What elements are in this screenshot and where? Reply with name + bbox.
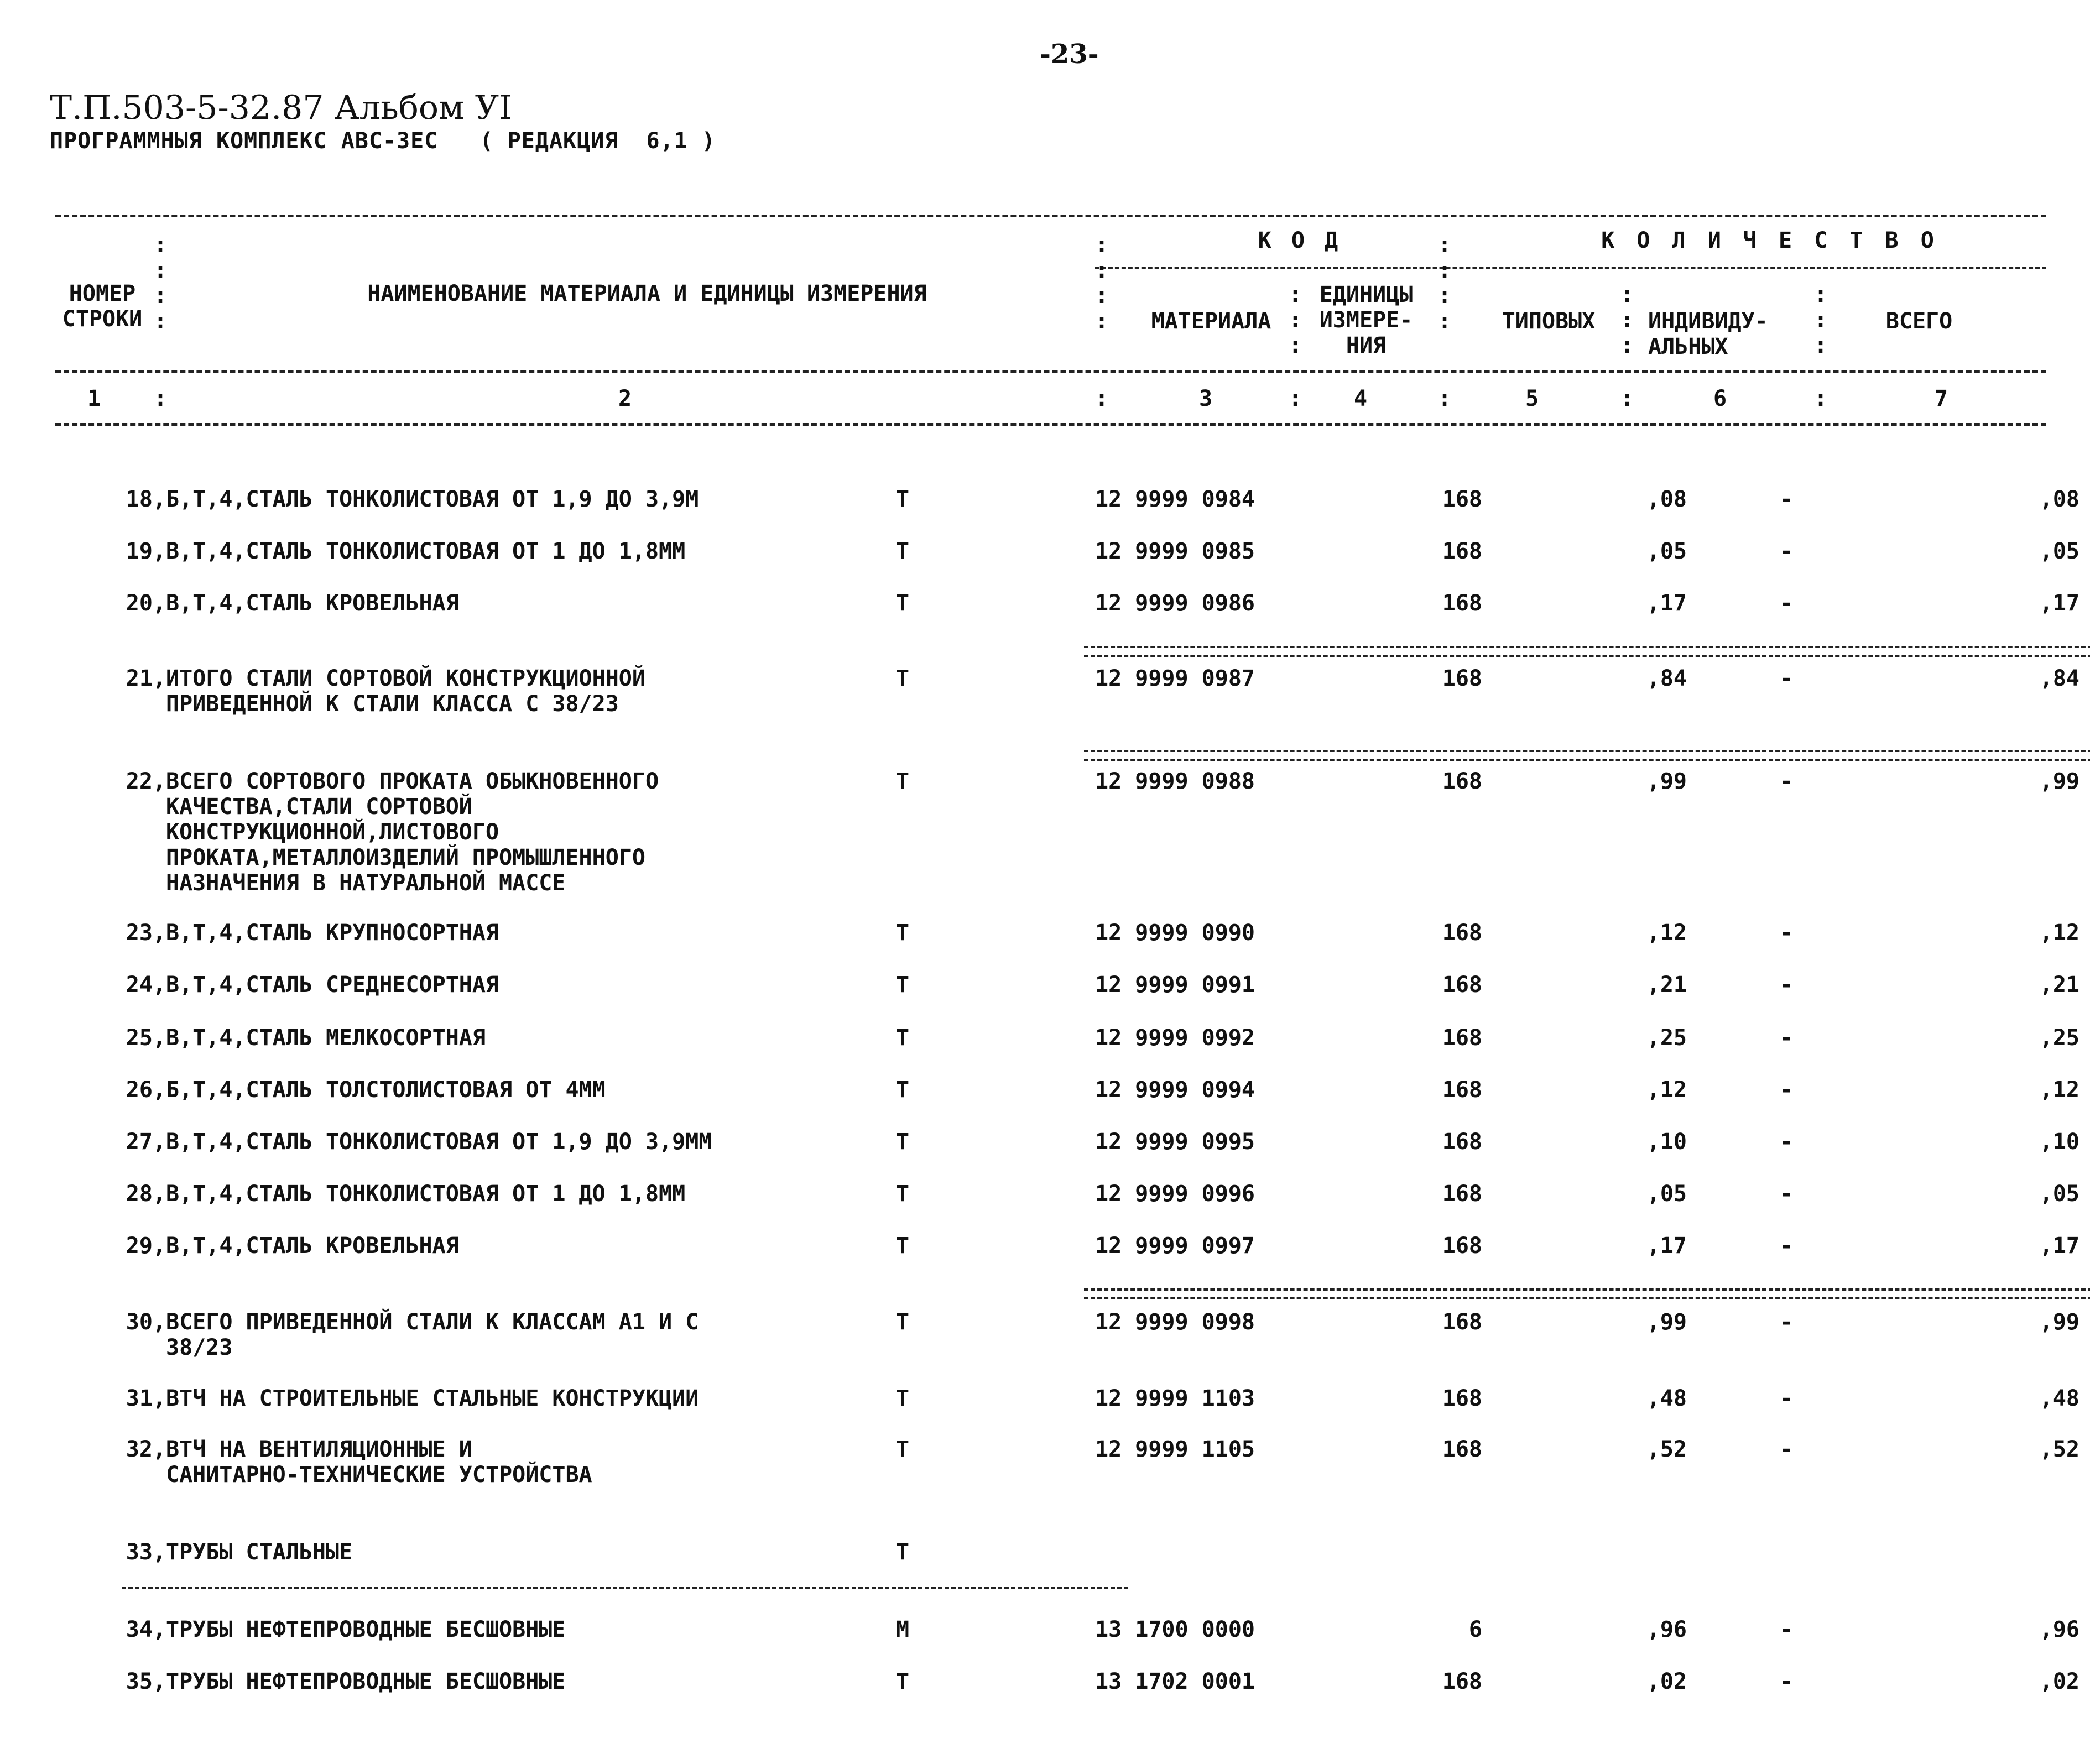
colnum-4: 4 <box>1353 386 1368 411</box>
individual-qty: - <box>1779 1669 1794 1694</box>
material-code: 12 9999 0996 <box>1095 1181 1255 1207</box>
unit: Т <box>896 539 910 564</box>
material-code: 12 9999 0986 <box>1095 591 1255 616</box>
row-number: 24, <box>126 972 166 998</box>
colnum-separators: : <box>1289 386 1302 411</box>
typical-qty: ,52 <box>1646 1437 1687 1462</box>
row-number: 21, <box>126 666 166 691</box>
typical-qty: ,99 <box>1646 1309 1687 1335</box>
unit-code: 168 <box>1442 1129 1482 1155</box>
row-number: 29, <box>126 1233 166 1259</box>
total-qty: ,17 <box>2039 1233 2079 1259</box>
row-number: 32, <box>126 1437 166 1462</box>
row-number: 34, <box>126 1617 166 1642</box>
total-qty: ,10 <box>2039 1129 2079 1155</box>
material-code: 12 9999 0990 <box>1095 920 1255 946</box>
individual-qty: - <box>1779 1077 1794 1103</box>
colnum-1: 1 <box>87 386 101 411</box>
unit: Т <box>896 1077 910 1103</box>
material-name: ТРУБЫ НЕФТЕПРОВОДНЫЕ БЕСШОВНЫЕ <box>166 1617 566 1642</box>
typical-qty: ,12 <box>1646 1077 1687 1103</box>
typical-qty: ,25 <box>1646 1025 1687 1051</box>
unit-code: 168 <box>1442 591 1482 616</box>
colnum-2: 2 <box>618 386 632 411</box>
individual-qty: - <box>1779 1233 1794 1259</box>
unit: Т <box>896 1437 910 1462</box>
row-number: 30, <box>126 1309 166 1335</box>
typical-qty: ,84 <box>1646 666 1687 691</box>
total-qty: ,12 <box>2039 920 2079 946</box>
colnum-7: 7 <box>1934 386 1948 411</box>
header-separators: : : : <box>1289 282 1302 358</box>
total-separator <box>1084 750 2090 761</box>
row-number: 18, <box>126 487 166 512</box>
total-separator <box>1084 646 2090 657</box>
row-number: 33, <box>126 1539 166 1565</box>
row-number: 27, <box>126 1129 166 1155</box>
unit-code: 168 <box>1442 1077 1482 1103</box>
individual-qty: - <box>1779 1181 1794 1207</box>
unit: Т <box>896 1309 910 1335</box>
row-number: 35, <box>126 1669 166 1694</box>
material-code: 12 9999 0995 <box>1095 1129 1255 1155</box>
individual-qty: - <box>1779 1129 1794 1155</box>
typical-qty: ,10 <box>1646 1129 1687 1155</box>
total-qty: ,21 <box>2039 972 2079 998</box>
document-title: Т.П.503-5-32.87 Альбом УI <box>50 88 512 127</box>
unit: Т <box>896 591 910 616</box>
total-qty: ,25 <box>2039 1025 2079 1051</box>
colnum-6: 6 <box>1713 386 1727 411</box>
colnum-bottom-rule <box>55 423 2046 426</box>
unit: Т <box>896 487 910 512</box>
unit-code: 168 <box>1442 769 1482 794</box>
unit: Т <box>896 972 910 998</box>
individual-qty: - <box>1779 920 1794 946</box>
unit: Т <box>896 1129 910 1155</box>
material-name: ТРУБЫ СТАЛЬНЫЕ <box>166 1539 353 1565</box>
header-unit: ЕДИНИЦЫ ИЗМЕРЕ- НИЯ <box>1319 282 1413 358</box>
typical-qty: ,99 <box>1646 769 1687 794</box>
row-number: 22, <box>126 769 166 794</box>
header-material: МАТЕРИАЛА <box>1151 309 1271 334</box>
material-name: В,Т,4,СТАЛЬ КРОВЕЛЬНАЯ <box>166 591 459 616</box>
material-name: В,Т,4,СТАЛЬ ТОНКОЛИСТОВАЯ ОТ 1 ДО 1,8ММ <box>166 539 686 564</box>
colnum-separators: : <box>154 386 168 411</box>
unit-code: 168 <box>1442 972 1482 998</box>
material-name: ВТЧ НА СТРОИТЕЛЬНЫЕ СТАЛЬНЫЕ КОНСТРУКЦИИ <box>166 1386 699 1411</box>
total-qty: ,05 <box>2039 539 2079 564</box>
unit-code: 168 <box>1442 539 1482 564</box>
typical-qty: ,48 <box>1646 1386 1687 1411</box>
header-top-rule <box>55 215 2046 217</box>
material-name: ВСЕГО СОРТОВОГО ПРОКАТА ОБЫКНОВЕННОГО КАЧЕСТВА,СТАЛИ СОРТОВОЙ КОНСТРУКЦИОННОЙ,ЛИСТОВОГО ПРОКАТА,МЕТАЛЛОИЗДЕЛИЙ ПРОМЫШЛЕННОГО НАЗНАЧЕНИЯ В НАТУРАЛЬНОЙ МАССЕ <box>166 769 659 896</box>
material-name: В,Т,4,СТАЛЬ СРЕДНЕСОРТНАЯ <box>166 972 499 998</box>
header-separators: : : : : <box>154 232 168 334</box>
unit: Т <box>896 920 910 946</box>
row-number: 28, <box>126 1181 166 1207</box>
row-number: 25, <box>126 1025 166 1051</box>
header-individual: ИНДИВИДУ- АЛЬНЫХ <box>1648 309 1768 359</box>
individual-qty: - <box>1779 1025 1794 1051</box>
header-total: ВСЕГО <box>1885 309 1953 334</box>
material-code: 12 9999 0992 <box>1095 1025 1255 1051</box>
material-code: 12 9999 1103 <box>1095 1386 1255 1411</box>
material-name: В,Т,4,СТАЛЬ ТОНКОЛИСТОВАЯ ОТ 1 ДО 1,8ММ <box>166 1181 686 1207</box>
individual-qty: - <box>1779 539 1794 564</box>
material-code: 12 9999 1105 <box>1095 1437 1255 1462</box>
unit-code: 168 <box>1442 1437 1482 1462</box>
material-code: 12 9999 0991 <box>1095 972 1255 998</box>
individual-qty: - <box>1779 769 1794 794</box>
row-number: 31, <box>126 1386 166 1411</box>
unit-code: 168 <box>1442 920 1482 946</box>
unit: М <box>896 1617 910 1642</box>
material-code: 13 1702 0001 <box>1095 1669 1255 1694</box>
material-name: В,Т,4,СТАЛЬ КРУПНОСОРТНАЯ <box>166 920 499 946</box>
unit: Т <box>896 1386 910 1411</box>
header-name: НАИМЕНОВАНИЕ МАТЕРИАЛА И ЕДИНИЦЫ ИЗМЕРЕНИЯ <box>367 281 927 306</box>
material-name: В,Т,4,СТАЛЬ МЕЛКОСОРТНАЯ <box>166 1025 486 1051</box>
unit-code: 6 <box>1468 1617 1482 1642</box>
individual-qty: - <box>1779 666 1794 691</box>
header-bottom-rule <box>55 370 2046 373</box>
individual-qty: - <box>1779 591 1794 616</box>
material-code: 12 9999 0998 <box>1095 1309 1255 1335</box>
total-qty: ,52 <box>2039 1437 2079 1462</box>
colnum-separators: : <box>1438 386 1452 411</box>
code-sub-rule <box>1095 267 2046 269</box>
header-separators: : : : : <box>1095 232 1109 334</box>
material-code: 12 9999 0988 <box>1095 769 1255 794</box>
total-qty: ,05 <box>2039 1181 2079 1207</box>
colnum-separators: : <box>1814 386 1828 411</box>
unit: Т <box>896 1669 910 1694</box>
material-name: ИТОГО СТАЛИ СОРТОВОЙ КОНСТРУКЦИОННОЙ ПРИВЕДЕННОЙ К СТАЛИ КЛАССА С 38/23 <box>166 666 645 717</box>
unit-code: 168 <box>1442 1386 1482 1411</box>
material-code: 12 9999 0985 <box>1095 539 1255 564</box>
total-qty: ,02 <box>2039 1669 2079 1694</box>
colnum-3: 3 <box>1198 386 1213 411</box>
typical-qty: ,02 <box>1646 1669 1687 1694</box>
row-number: 19, <box>126 539 166 564</box>
typical-qty: ,17 <box>1646 591 1687 616</box>
individual-qty: - <box>1779 972 1794 998</box>
header-separators: : : : <box>1814 282 1828 358</box>
unit-code: 168 <box>1442 487 1482 512</box>
unit: Т <box>896 1025 910 1051</box>
unit: Т <box>896 1539 910 1565</box>
individual-qty: - <box>1779 1386 1794 1411</box>
header-separators: : : : : <box>1438 232 1452 334</box>
header-quantity: К О Л И Ч Е С Т В О <box>1601 228 1938 253</box>
individual-qty: - <box>1779 1617 1794 1642</box>
program-line: ПРОГРАММНЫЯ КОМПЛЕКС АВС-ЗЕС ( РЕДАКЦИЯ 6,1 ) <box>50 128 716 154</box>
total-qty: ,96 <box>2039 1617 2079 1642</box>
colnum-separators: : <box>1620 386 1634 411</box>
total-qty: ,08 <box>2039 487 2079 512</box>
unit: Т <box>896 769 910 794</box>
unit-code: 168 <box>1442 1233 1482 1259</box>
material-name: В,Т,4,СТАЛЬ ТОНКОЛИСТОВАЯ ОТ 1,9 ДО 3,9ММ <box>166 1129 712 1155</box>
row-number: 20, <box>126 591 166 616</box>
unit-code: 168 <box>1442 1025 1482 1051</box>
colnum-separators: : <box>1095 386 1109 411</box>
row-number: 23, <box>126 920 166 946</box>
material-name: В,Т,4,СТАЛЬ КРОВЕЛЬНАЯ <box>166 1233 459 1259</box>
total-separator <box>1084 1288 2090 1299</box>
unit: Т <box>896 1233 910 1259</box>
material-code: 12 9999 0994 <box>1095 1077 1255 1103</box>
unit: Т <box>896 666 910 691</box>
total-qty: ,99 <box>2039 769 2079 794</box>
header-code: К О Д <box>1258 228 1342 253</box>
total-qty: ,99 <box>2039 1309 2079 1335</box>
unit-code: 168 <box>1442 1309 1482 1335</box>
row-number: 26, <box>126 1077 166 1103</box>
unit-code: 168 <box>1442 1669 1482 1694</box>
material-name: Б,Т,4,СТАЛЬ ТОЛСТОЛИСТОВАЯ ОТ 4ММ <box>166 1077 606 1103</box>
material-code: 12 9999 0997 <box>1095 1233 1255 1259</box>
header-typical: ТИПОВЫХ <box>1502 309 1596 334</box>
material-code: 12 9999 0987 <box>1095 666 1255 691</box>
typical-qty: ,17 <box>1646 1233 1687 1259</box>
group-underline <box>122 1587 1128 1589</box>
colnum-5: 5 <box>1525 386 1539 411</box>
material-code: 13 1700 0000 <box>1095 1617 1255 1642</box>
page-number: -23- <box>1040 39 1099 70</box>
unit: Т <box>896 1181 910 1207</box>
typical-qty: ,05 <box>1646 1181 1687 1207</box>
header-separators: : : : <box>1620 282 1634 358</box>
typical-qty: ,96 <box>1646 1617 1687 1642</box>
individual-qty: - <box>1779 487 1794 512</box>
total-qty: ,17 <box>2039 591 2079 616</box>
unit-code: 168 <box>1442 1181 1482 1207</box>
material-name: Б,Т,4,СТАЛЬ ТОНКОЛИСТОВАЯ ОТ 1,9 ДО 3,9М <box>166 487 699 512</box>
header-row-no: НОМЕР СТРОКИ <box>62 281 143 332</box>
typical-qty: ,21 <box>1646 972 1687 998</box>
total-qty: ,12 <box>2039 1077 2079 1103</box>
material-code: 12 9999 0984 <box>1095 487 1255 512</box>
material-name: ВСЕГО ПРИВЕДЕННОЙ СТАЛИ К КЛАССАМ А1 И С 38/23 <box>166 1309 699 1360</box>
unit-code: 168 <box>1442 666 1482 691</box>
individual-qty: - <box>1779 1437 1794 1462</box>
typical-qty: ,05 <box>1646 539 1687 564</box>
material-name: ТРУБЫ НЕФТЕПРОВОДНЫЕ БЕСШОВНЫЕ <box>166 1669 566 1694</box>
typical-qty: ,12 <box>1646 920 1687 946</box>
material-name: ВТЧ НА ВЕНТИЛЯЦИОННЫЕ И САНИТАРНО-ТЕХНИЧЕСКИЕ УСТРОЙСТВА <box>166 1437 592 1488</box>
total-qty: ,48 <box>2039 1386 2079 1411</box>
individual-qty: - <box>1779 1309 1794 1335</box>
total-qty: ,84 <box>2039 666 2079 691</box>
typical-qty: ,08 <box>1646 487 1687 512</box>
